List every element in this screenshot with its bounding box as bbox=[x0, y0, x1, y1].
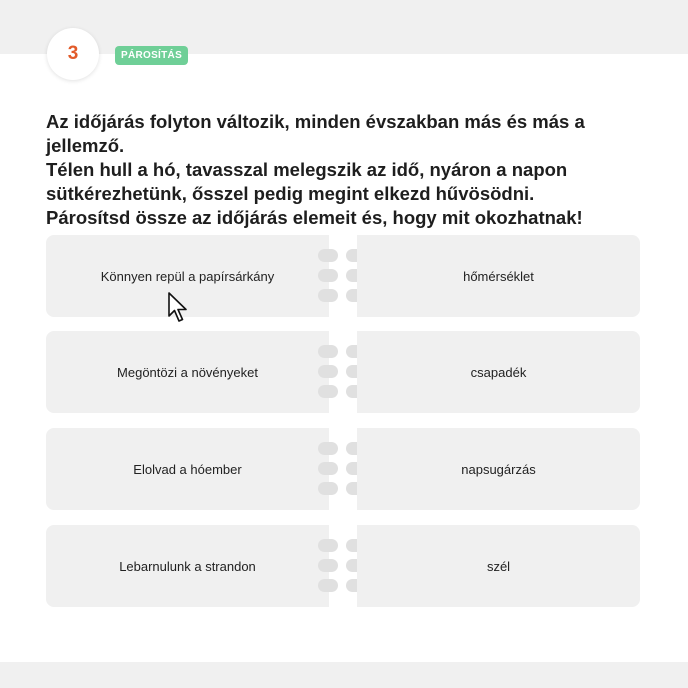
right-card[interactable] bbox=[357, 428, 640, 510]
connector-pill bbox=[318, 345, 338, 358]
left-card-label: Elolvad a hóember bbox=[133, 461, 242, 477]
question-type-label: PÁROSÍTÁS bbox=[121, 50, 183, 61]
left-card-label: Könnyen repül a papírsárkány bbox=[100, 268, 275, 284]
pair-row bbox=[46, 428, 640, 510]
pair-row bbox=[46, 525, 640, 607]
connector-pill bbox=[318, 249, 338, 262]
bottom-band bbox=[0, 662, 688, 688]
connector-pill bbox=[318, 442, 338, 455]
connector-pill bbox=[318, 365, 338, 378]
left-card-label: Lebarnulunk a strandon bbox=[119, 558, 256, 574]
right-card[interactable] bbox=[357, 331, 640, 413]
top-band bbox=[0, 0, 688, 54]
right-card[interactable] bbox=[357, 235, 640, 317]
question-number-badge bbox=[47, 28, 99, 80]
question-number: 3 bbox=[67, 43, 79, 64]
mouse-cursor-icon bbox=[168, 292, 188, 324]
right-card-label: hőmérséklet bbox=[463, 268, 534, 284]
connector-pill bbox=[318, 559, 338, 572]
connector-pill bbox=[318, 269, 338, 282]
right-card-label: csapadék bbox=[470, 364, 527, 380]
connector-pill bbox=[318, 385, 338, 398]
connector-pill bbox=[318, 539, 338, 552]
left-card[interactable] bbox=[46, 525, 329, 607]
left-card[interactable] bbox=[46, 428, 329, 510]
connector-pill bbox=[318, 482, 338, 495]
right-card[interactable] bbox=[357, 525, 640, 607]
right-card-label: szél bbox=[486, 558, 511, 574]
question-text: Az időjárás folyton változik, minden évszakban más és más a jellemző. Télen hull a hó, tavasszal melegszik az idő, nyáron a napon sütkérezhetünk, ősszel pedig megint elkezd hűvösödni. Párosítsd össze az időjárás elemeit és, hogy mit okozhatnak! bbox=[46, 111, 585, 228]
left-card-label: Megöntözi a növényeket bbox=[117, 364, 258, 380]
question-type-tag bbox=[115, 46, 188, 65]
pair-row bbox=[46, 331, 640, 413]
connector-pill bbox=[318, 579, 338, 592]
right-card-label: napsugárzás bbox=[461, 461, 536, 477]
connector-pill bbox=[318, 462, 338, 475]
pair-row bbox=[46, 235, 640, 317]
connector-pill bbox=[318, 289, 338, 302]
left-card[interactable] bbox=[46, 331, 329, 413]
